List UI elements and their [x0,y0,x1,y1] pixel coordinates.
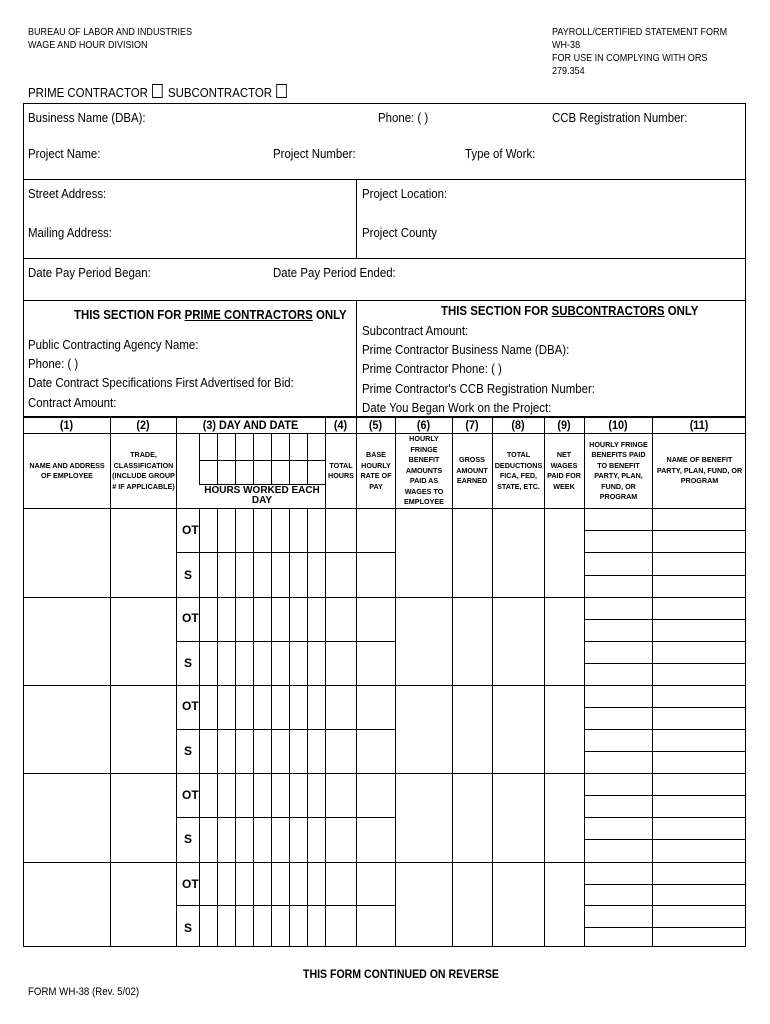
prime-ccb-label[interactable]: Prime Contractor's CCB Registration Number: [362,381,595,396]
ot-label: OT [182,523,199,537]
sub-section-title [441,303,698,318]
prime-title-pre: THIS SECTION FOR [74,307,185,322]
s-label: S [184,568,193,582]
col10-sub-line [584,884,746,885]
form-header [552,26,739,78]
agency-line2: WAGE AND HOUR DIVISION [28,39,148,51]
prime-business-name-label[interactable]: Prime Contractor Business Name (DBA): [362,342,570,357]
col-line [176,417,177,947]
day-grid-line [289,433,290,484]
divider [356,179,357,258]
sub-title-post: ONLY [664,303,699,318]
ot-label: OT [182,877,199,891]
col-head-1: NAME AND ADDRESS OF EMPLOYEE [29,460,105,480]
date-advertised-label[interactable]: Date Contract Specifications First Advertised for Bid: [28,375,294,390]
ccb-label[interactable]: CCB Registration Number: [552,110,688,125]
form-line2: FOR USE IN COMPLYING WITH ORS 279.354 [552,52,708,77]
ot-label: OT [182,611,199,625]
body-col-line [307,508,308,947]
employee-row-line [23,862,746,863]
subcontractor-label: SUBCONTRACTOR [168,85,273,100]
sub-title-pre: THIS SECTION FOR [441,303,552,318]
col-num-3: (3) DAY AND DATE [202,418,299,432]
prime-contractor-checkbox[interactable] [152,84,163,98]
agency-name-label[interactable]: Public Contracting Agency Name: [28,337,199,352]
col-num-11: (11) [689,418,709,432]
subcontract-amount-label[interactable]: Subcontract Amount: [362,323,469,338]
body-col-line [289,508,290,947]
agency-header [28,26,192,52]
continued-note: THIS FORM CONTINUED ON REVERSE [303,967,499,981]
body-col-line [199,508,200,947]
s-label: S [184,832,193,846]
col-head-4: TOTAL HOURS [328,460,354,480]
form-revision: FORM WH-38 (Rev. 5/02) [28,986,140,998]
prime-contractor-option [28,84,163,100]
day-grid-line [235,433,236,484]
form-line1: PAYROLL/CERTIFIED STATEMENT FORM WH-38 [552,26,728,51]
ot-label: OT [182,788,199,802]
prime-contractor-label: PRIME CONTRACTOR [28,85,148,100]
col10-sub-line [584,817,746,818]
mailing-address-label[interactable]: Mailing Address: [28,225,112,240]
date-began-label[interactable]: Date You Began Work on the Project: [362,400,552,415]
col-head-11: NAME OF BENEFIT PARTY, PLAN, FUND, OR PROGRAM [656,455,743,486]
col-num-2: (2) [136,418,150,432]
col10-sub-line [584,839,746,840]
day-grid-line [307,433,308,484]
col-head-7: GROSS AMOUNT EARNED [456,455,488,486]
col-line [395,417,396,947]
project-county-label[interactable]: Project County [362,225,438,240]
pay-period-began-label[interactable]: Date Pay Period Began: [28,265,151,280]
body-col-line [253,508,254,947]
col-sub-3: HOURS WORKED EACH DAY [204,484,320,506]
col-head-10: HOURLY FRINGE BENEFITS PAID TO BENEFIT PARTY, PLAN, FUND, OR PROGRAM [589,439,648,501]
col-head-9: NET WAGES PAID FOR WEEK [547,450,581,491]
s-label: S [184,744,193,758]
prime-section-title [74,307,347,322]
employee-row-line [23,597,746,598]
col-line [584,417,585,947]
day-grid-line [271,433,272,484]
prime-phone-label[interactable]: Phone: ( ) [28,356,79,371]
ot-s-line [176,729,395,730]
ot-label: OT [182,699,199,713]
col-num-4: (4) [333,418,348,432]
day-grid-line [253,433,254,484]
col10-sub-line [584,663,746,664]
divider [356,300,357,417]
col10-sub-line [584,707,746,708]
body-col-line [235,508,236,947]
col-num-1: (1) [59,418,74,432]
col-num-7: (7) [465,418,479,432]
col-num-10: (10) [608,418,628,432]
project-location-label[interactable]: Project Location: [362,186,448,201]
col10-sub-line [584,575,746,576]
body-col-line [325,508,326,947]
col-head-8: TOTAL DEDUCTIONS FICA, FED, STATE, ETC. [494,450,543,491]
col-line [492,417,493,947]
divider [23,258,746,259]
s-label: S [184,656,193,670]
body-col-line [217,508,218,947]
prime-title-post: ONLY [312,307,347,322]
street-address-label[interactable]: Street Address: [28,186,107,201]
col-head-5: BASE HOURLY RATE OF PAY [360,450,392,491]
divider [23,179,746,180]
body-col-line [356,508,357,947]
col10-sub-line [584,641,746,642]
col10-sub-line [584,552,746,553]
col-num-6: (6) [416,418,431,432]
col10-sub-line [584,751,746,752]
col-num-5: (5) [368,418,383,432]
phone-label[interactable]: Phone: ( ) [378,110,429,125]
employee-row-line [23,685,746,686]
col-line [652,417,653,947]
pay-period-ended-label[interactable]: Date Pay Period Ended: [273,265,396,280]
col-head-2: TRADE, CLASSIFICATION (INCLUDE GROUP # IF APPLICABLE) [112,450,175,491]
ot-s-line [176,641,395,642]
day-grid-line [199,433,200,484]
col-num-9: (9) [557,418,571,432]
contract-amount-label[interactable]: Contract Amount: [28,395,117,410]
agency-line1: BUREAU OF LABOR AND INDUSTRIES [28,26,193,38]
ot-s-line [176,817,395,818]
day-grid-line [217,433,218,484]
ot-s-line [176,905,395,906]
prime-contractor-phone-label[interactable]: Prime Contractor Phone: ( ) [362,361,502,376]
col-head-6: HOURLY FRINGE BENEFIT AMOUNTS PAID AS WAGES TO EMPLOYEE [404,434,444,507]
business-name-label[interactable]: Business Name (DBA): [28,110,146,125]
col10-sub-line [584,530,746,531]
col10-sub-line [584,905,746,906]
col-line [110,417,111,947]
table-divider [23,508,746,509]
sub-title-underlined: SUBCONTRACTORS [551,303,665,318]
project-name-label[interactable]: Project Name: [28,146,101,161]
col10-sub-line [584,729,746,730]
col10-sub-line [584,795,746,796]
project-number-label[interactable]: Project Number: [273,146,356,161]
employee-row-line [23,773,746,774]
ot-s-line [176,552,395,553]
subcontractor-option [168,84,287,100]
subcontractor-checkbox[interactable] [276,84,287,98]
s-label: S [184,921,193,935]
prime-title-underlined: PRIME CONTRACTORS [184,307,313,322]
col10-sub-line [584,927,746,928]
body-col-line [271,508,272,947]
type-of-work-label[interactable]: Type of Work: [465,146,536,161]
col10-sub-line [584,619,746,620]
col-num-8: (8) [511,418,525,432]
